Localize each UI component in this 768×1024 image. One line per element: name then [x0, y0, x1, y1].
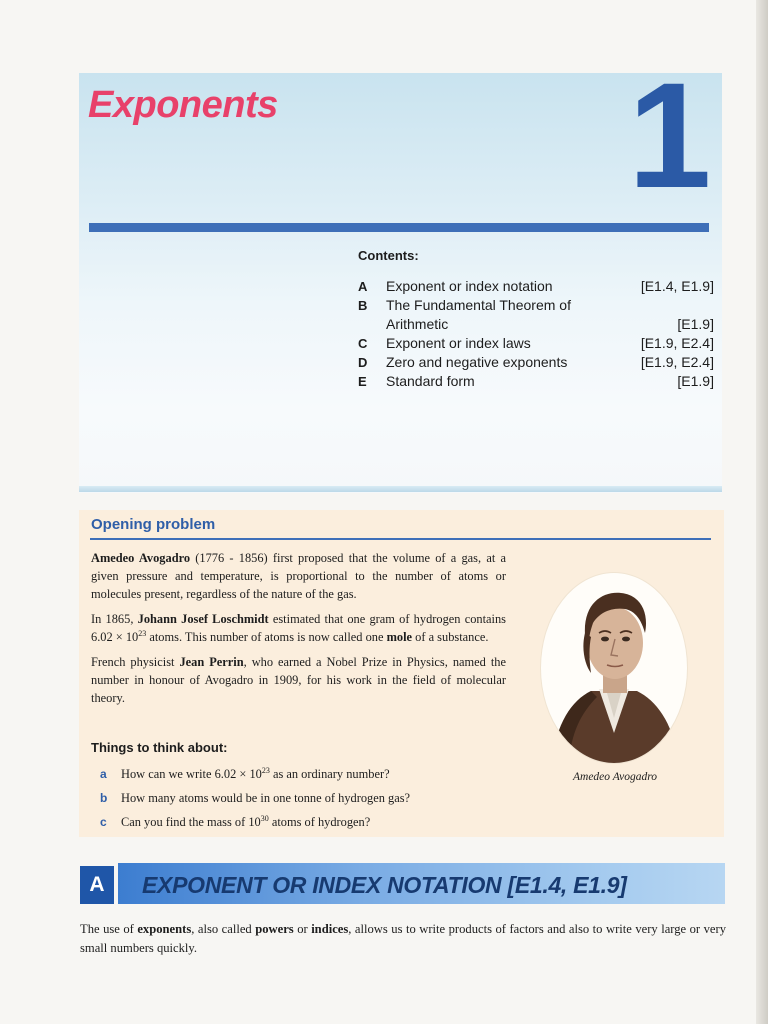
- toc-item[interactable]: [358, 277, 714, 296]
- question-text: [121, 810, 370, 834]
- opening-problem-rule: [90, 538, 711, 540]
- toc-item[interactable]: [358, 353, 714, 372]
- text-run: , allows us to write products of factors and also to write very large or very small numbers quickly.: [80, 922, 726, 955]
- text-run: , who earned a Nobel Prize in Physics, named the number in honour of Avogadro in 1909, for his work in the field of molecular theory.: [91, 655, 506, 705]
- section-a-letter: A: [80, 866, 114, 904]
- question-text: [121, 762, 390, 786]
- toc-title: The Fundamental Theorem of Arithmetic: [386, 297, 571, 332]
- list-item: [100, 762, 520, 786]
- question-letter: a: [100, 767, 107, 781]
- toc-title: Exponent or index laws: [386, 335, 531, 351]
- chapter-title: Exponents: [88, 84, 278, 126]
- toc-letter: D: [358, 355, 368, 370]
- toc-ref: [E1.9, E2.4]: [640, 335, 714, 351]
- text-run: as an ordinary number?: [269, 767, 390, 781]
- bold-term: indices: [311, 922, 349, 936]
- text-run: atoms. This number of atoms is now called one: [146, 630, 387, 644]
- text-run: Can you find the mass of 10: [121, 815, 261, 829]
- section-a-title: EXPONENT OR INDEX NOTATION [E1.4, E1.9]: [142, 872, 627, 898]
- toc-ref: [E1.9]: [677, 373, 714, 389]
- header-bottom-line: [79, 486, 722, 492]
- text-run: In 1865,: [91, 612, 138, 626]
- list-item: [100, 810, 520, 834]
- toc-title: Zero and negative exponents: [386, 354, 568, 370]
- toc-letter: E: [358, 374, 367, 389]
- text-run: estimated that one gram of hydrogen contains 6.02 × 10: [91, 612, 506, 644]
- text-run: , also called: [191, 922, 256, 936]
- question-list: [100, 762, 520, 834]
- section-a-intro-paragraph: [80, 920, 726, 958]
- toc-title: Exponent or index notation: [386, 278, 553, 294]
- toc-ref: [E1.4, E1.9]: [640, 278, 714, 294]
- table-of-contents: [358, 248, 714, 391]
- portrait-illustration: [541, 573, 687, 763]
- text-run: How many atoms would be in one tonne of hydrogen gas?: [121, 791, 411, 805]
- toc-letter: B: [358, 298, 368, 313]
- page-edge: [756, 0, 768, 1024]
- question-text: [121, 786, 410, 810]
- text-run: The use of: [80, 922, 138, 936]
- toc-letter: A: [358, 279, 368, 294]
- text-run: or: [293, 922, 312, 936]
- bold-name: Johann Josef Loschmidt: [137, 612, 269, 626]
- list-item: [100, 786, 520, 810]
- text-run: (1776 - 1856) first proposed that the volume of a gas, at a given pressure and temperature, is proportional to the number of atoms or molecules present, regardless of the nature of the gas.: [91, 551, 506, 601]
- paragraph-perrin: [91, 653, 506, 707]
- toc-item[interactable]: [358, 334, 714, 353]
- question-letter: c: [100, 815, 107, 829]
- bold-name: Jean Perrin: [179, 655, 244, 669]
- exponent: 30: [260, 813, 269, 823]
- toc-ref: [E1.9]: [677, 316, 714, 332]
- text-run: French physicist: [91, 655, 180, 669]
- toc-ref: [E1.9, E2.4]: [640, 354, 714, 370]
- contents-heading: Contents:: [358, 248, 419, 263]
- exponent: 23: [261, 765, 270, 775]
- portrait-caption: Amedeo Avogadro: [573, 771, 657, 783]
- title-rule: [89, 223, 709, 232]
- bold-name: Amedeo Avogadro: [91, 551, 191, 565]
- chapter-number: 1: [628, 51, 712, 219]
- text-run: of a substance.: [412, 630, 489, 644]
- question-letter: b: [100, 791, 108, 805]
- avogadro-portrait: [541, 573, 687, 763]
- bold-term: exponents: [137, 922, 192, 936]
- things-to-think-heading: Things to think about:: [91, 740, 228, 755]
- toc-letter: C: [358, 336, 368, 351]
- toc-item[interactable]: [358, 372, 714, 391]
- bold-term: powers: [255, 922, 294, 936]
- toc-title: Standard form: [386, 373, 475, 389]
- paragraph-loschmidt: [91, 610, 506, 646]
- bold-term: mole: [386, 630, 413, 644]
- text-run: How can we write 6.02 × 10: [121, 767, 262, 781]
- paragraph-avogadro: [91, 549, 506, 603]
- exponent: 23: [138, 628, 147, 638]
- toc-item[interactable]: [358, 296, 714, 334]
- opening-problem-heading: Opening problem: [91, 516, 216, 533]
- opening-problem-text: [91, 549, 506, 714]
- text-run: atoms of hydrogen?: [268, 815, 371, 829]
